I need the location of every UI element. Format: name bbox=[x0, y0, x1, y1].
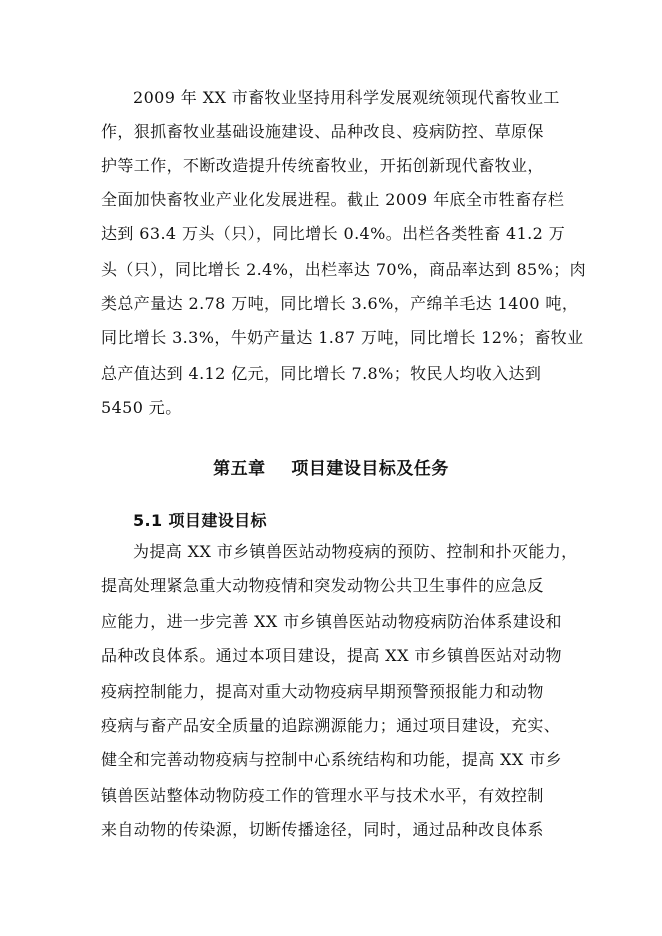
paragraph1-line-1: 2009 年 XX 市畜牧业坚持用科学发展观统领现代畜牧业工 bbox=[133, 88, 560, 107]
paragraph1-line-5: 达到 63.4 万头（只），同比增长 0.4%。出栏各类牲畜 41.2 万 bbox=[101, 224, 566, 243]
paragraph2-line-1: 为提高 XX 市乡镇兽医站动物疫病的预防、控制和扑灭能力， bbox=[133, 542, 578, 561]
paragraph1-line-3: 护等工作，不断改造提升传统畜牧业，开拓创新现代畜牧业， bbox=[101, 156, 544, 175]
paragraph1-line-9: 总产值达到 4.12 亿元，同比增长 7.8%；牧民人均收入达到 bbox=[101, 364, 542, 383]
paragraph1-line-2: 作，狠抓畜牧业基础设施建设、品种改良、疫病防控、草原保 bbox=[101, 122, 544, 141]
paragraph2-line-4: 品种改良体系。通过本项目建设，提高 XX 市乡镇兽医站对动物 bbox=[101, 646, 562, 665]
paragraph1-line-6: 头（只），同比增长 2.4%，出栏率达 70%，商品率达到 85%；肉 bbox=[101, 260, 587, 279]
paragraph1-line-10: 5450 元。 bbox=[101, 398, 182, 417]
paragraph2-line-8: 镇兽医站整体动物防疫工作的管理水平与技术水平，有效控制 bbox=[101, 786, 544, 805]
paragraph2-line-9: 来自动物的传染源，切断传播途径，同时，通过品种改良体系 bbox=[101, 820, 544, 839]
paragraph1-line-4: 全面加快畜牧业产业化发展进程。截止 2009 年底全市牲畜存栏 bbox=[101, 190, 565, 209]
paragraph2-line-6: 疫病与畜产品安全质量的追踪溯源能力；通过项目建设，充实、 bbox=[101, 716, 561, 735]
section-title: 5.1 项目建设目标 bbox=[133, 511, 267, 530]
chapter-title: 第五章 项目建设目标及任务 bbox=[213, 459, 449, 479]
paragraph1-line-7: 类总产量达 2.78 万吨，同比增长 3.6%，产绵羊毛达 1400 吨， bbox=[101, 294, 579, 313]
paragraph2-line-3: 应能力，进一步完善 XX 市乡镇兽医站动物疫病防治体系建设和 bbox=[101, 612, 562, 631]
paragraph2-line-5: 疫病控制能力，提高对重大动物疫病早期预警预报能力和动物 bbox=[101, 682, 544, 701]
paragraph1-line-8: 同比增长 3.3%，牛奶产量达 1.87 万吨，同比增长 12%；畜牧业 bbox=[101, 328, 584, 347]
paragraph2-line-2: 提高处理紧急重大动物疫情和突发动物公共卫生事件的应急反 bbox=[101, 576, 544, 595]
paragraph2-line-7: 健全和完善动物疫病与控制中心系统结构和功能，提高 XX 市乡 bbox=[101, 750, 562, 769]
